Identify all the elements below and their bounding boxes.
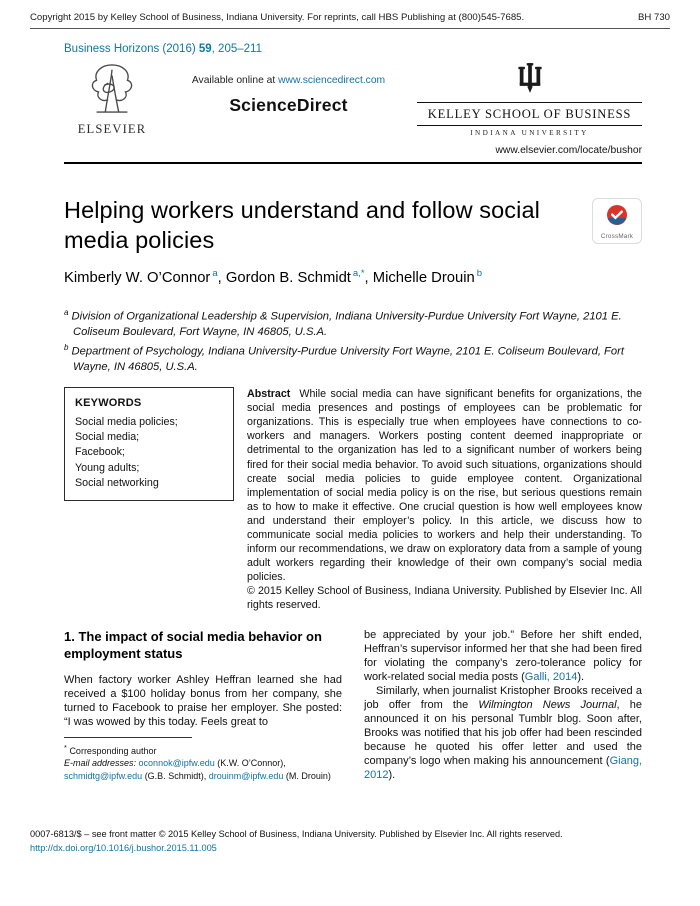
- citation-journal-name: Business Horizons (2016): [64, 43, 199, 55]
- elsevier-wordmark: ELSEVIER: [77, 122, 147, 136]
- kelley-school-block: [417, 62, 642, 137]
- kelley-school-name: KELLEY SCHOOL OF BUSINESS: [417, 102, 642, 126]
- author-schmidt: Gordon B. Schmidt: [225, 270, 351, 287]
- crossmark-badge[interactable]: [592, 198, 642, 244]
- keywords-label: KEYWORDS: [75, 397, 142, 410]
- abstract: [247, 387, 642, 611]
- abstract-rights: © 2015 Kelley School of Business, Indiana University. Published by Elsevier Inc. All rights reserved.: [247, 584, 642, 611]
- header-rule: [30, 28, 670, 29]
- crossmark-label: CrossMark: [600, 233, 634, 240]
- doi-link[interactable]: http://dx.doi.org/10.1016/j.bushor.2015.11.005: [30, 843, 217, 854]
- page-header: [0, 0, 700, 28]
- email-addresses-note: [64, 757, 342, 782]
- email-oconnor-name: (K.W. O’Connor),: [214, 758, 286, 769]
- masthead-rule: [64, 162, 642, 164]
- sciencedirect-wordmark[interactable]: ScienceDirect: [229, 95, 348, 115]
- email-drouin-name: (M. Drouin): [283, 770, 331, 781]
- affiliation-a-sup: a: [64, 308, 69, 318]
- paragraph-text: , he announced it on his personal Tumblr blog. Soon after, Brooks was notified that his job offer had been rescinded because he quoted his offer letter and used the company’s logo when making his announcement (: [364, 699, 642, 768]
- paragraph-text: ).: [388, 769, 396, 782]
- author-drouin: Michelle Drouin: [372, 270, 475, 287]
- available-online-text: Available online at: [191, 75, 279, 86]
- title-row: [64, 196, 642, 255]
- authors-line: [64, 268, 642, 286]
- document-code: BH 730: [638, 12, 670, 23]
- author-oconnor-sup[interactable]: a: [212, 268, 218, 280]
- citation-giang-2012-link[interactable]: Giang, 2012: [364, 755, 642, 782]
- abstract-paragraph: [247, 387, 642, 583]
- footnote: [64, 731, 342, 783]
- elsevier-logo-block[interactable]: [64, 62, 160, 137]
- iu-trident-icon: [517, 63, 543, 93]
- author-drouin-sup[interactable]: b: [476, 268, 483, 280]
- journal-name-italic: Wilmington News Journal: [478, 699, 617, 712]
- abstract-section: [64, 387, 642, 611]
- left-column: [64, 628, 342, 783]
- abstract-label: Abstract: [247, 388, 291, 401]
- journal-citation[interactable]: [64, 43, 642, 55]
- paragraph-text: Similarly, when journalist Kristopher Brooks received a job offer from the: [364, 684, 642, 712]
- crossmark-icon: [605, 203, 629, 227]
- citation-galli-2014-link[interactable]: Galli, 2014: [524, 670, 578, 683]
- author-schmidt-sup[interactable]: a,*: [352, 268, 365, 280]
- keyword-item: Facebook;: [75, 446, 125, 459]
- body-columns: [64, 628, 642, 783]
- author-separator: ,: [217, 270, 226, 287]
- email-drouin-link[interactable]: drouinm@ipfw.edu: [208, 770, 284, 781]
- email-oconnor-link[interactable]: oconnok@ipfw.edu: [138, 758, 215, 769]
- page-footer: [30, 828, 670, 856]
- keyword-item: Social networking: [75, 476, 159, 489]
- affiliation-b: [64, 342, 642, 376]
- abstract-text: While social media can have significant benefits for organizations, the social media presences and postings of employees can be problematic for organizations. This is especially true when employees have connections to co-workers and managers. Workers posting content deemed inappropriate or detrimental to the organization has led to a significant number of workers being fired for their social media behavior. To avoid such situations, organizations should create social media policies to guide employee content. Organizational implementation of social media policy is on the rise, but serious questions remain as to how to make it effective. One crucial question is how well employees know and understand their employer’s policy. In this article, we discuss how to communicate social media policies to workers and help their understanding. To inform our recommendations, we draw on exploratory data from a sample of young adult workers regarding their knowledge of their own company’s social media policies.: [247, 388, 642, 583]
- keyword-item: Social media;: [75, 431, 140, 444]
- keywords-box: [64, 387, 234, 501]
- email-schmidt-link[interactable]: schmidtg@ipfw.edu: [64, 770, 143, 781]
- body-paragraph: [364, 628, 642, 684]
- affiliation-a: [64, 307, 642, 341]
- affiliation-b-text: Department of Psychology, Indiana University-Purdue University Fort Wayne, 2101 E. Coliseum Boulevard, Fort Wayne, IN 46805, U.S.A.: [68, 345, 624, 373]
- copyright-line: Copyright 2015 by Kelley School of Business, Indiana University. For reprints, call HBS Publishing at (800)545-7685.: [30, 12, 525, 23]
- page-content: [0, 43, 700, 783]
- keyword-item: Social media policies;: [75, 416, 178, 429]
- footnote-marker: *: [64, 742, 67, 752]
- available-online-line: [160, 75, 417, 86]
- right-column: [364, 628, 642, 783]
- keyword-item: Young adults;: [75, 461, 140, 474]
- paragraph-text: be appreciated by your job.” Before her shift ended, Heffran’s supervisor informed her that she had been fired for violating the company’s zero-tolerance policy for work-related social media posts (: [364, 628, 642, 683]
- corresponding-author-note: [64, 743, 342, 758]
- journal-homepage-link[interactable]: www.elsevier.com/locate/bushor: [495, 145, 642, 156]
- footnote-rule: [64, 737, 192, 738]
- article-title: Helping workers understand and follow social media policies: [64, 197, 540, 253]
- paragraph-text: ).: [577, 670, 585, 683]
- affiliation-a-text: Division of Organizational Leadership & Supervision, Indiana University-Purdue University Fort Wayne, 2101 E. Coliseum Boulevard, Fort Wayne, IN 46805, U.S.A.: [68, 310, 622, 339]
- citation-volume: 59: [198, 43, 212, 55]
- author-separator: ,: [364, 270, 373, 287]
- author-oconnor: Kimberly W. O’Connor: [64, 270, 211, 287]
- email-addresses-label: E-mail addresses:: [64, 758, 137, 769]
- citation-pages: , 205–211: [211, 43, 262, 55]
- sciencedirect-link[interactable]: www.sciencedirect.com: [278, 75, 386, 86]
- affiliation-b-sup: b: [64, 342, 69, 352]
- masthead: [64, 62, 642, 137]
- journal-homepage-line: [64, 145, 642, 156]
- email-schmidt-name: (G.B. Schmidt),: [142, 770, 209, 781]
- corresponding-author-text: Corresponding author: [69, 745, 157, 756]
- section-1-heading: 1. The impact of social media behavior on employment status: [64, 628, 322, 661]
- indiana-university-label: INDIANA UNIVERSITY: [470, 129, 589, 137]
- body-paragraph: [64, 673, 342, 729]
- body-paragraph: [364, 684, 642, 783]
- elsevier-tree-icon: [86, 62, 138, 116]
- front-matter-line: 0007-6813/$ – see front matter © 2015 Kelley School of Business, Indiana University. Published by Elsevier Inc. All rights reserved.: [30, 829, 563, 840]
- paragraph-text: When factory worker Ashley Heffran learned she had received a $100 holiday bonus from her company, she turned to Facebook to praise her employer. She posted: “I was wowed by this today. Feels great to: [64, 673, 342, 729]
- sciencedirect-block: [160, 62, 417, 116]
- affiliations: [64, 307, 642, 375]
